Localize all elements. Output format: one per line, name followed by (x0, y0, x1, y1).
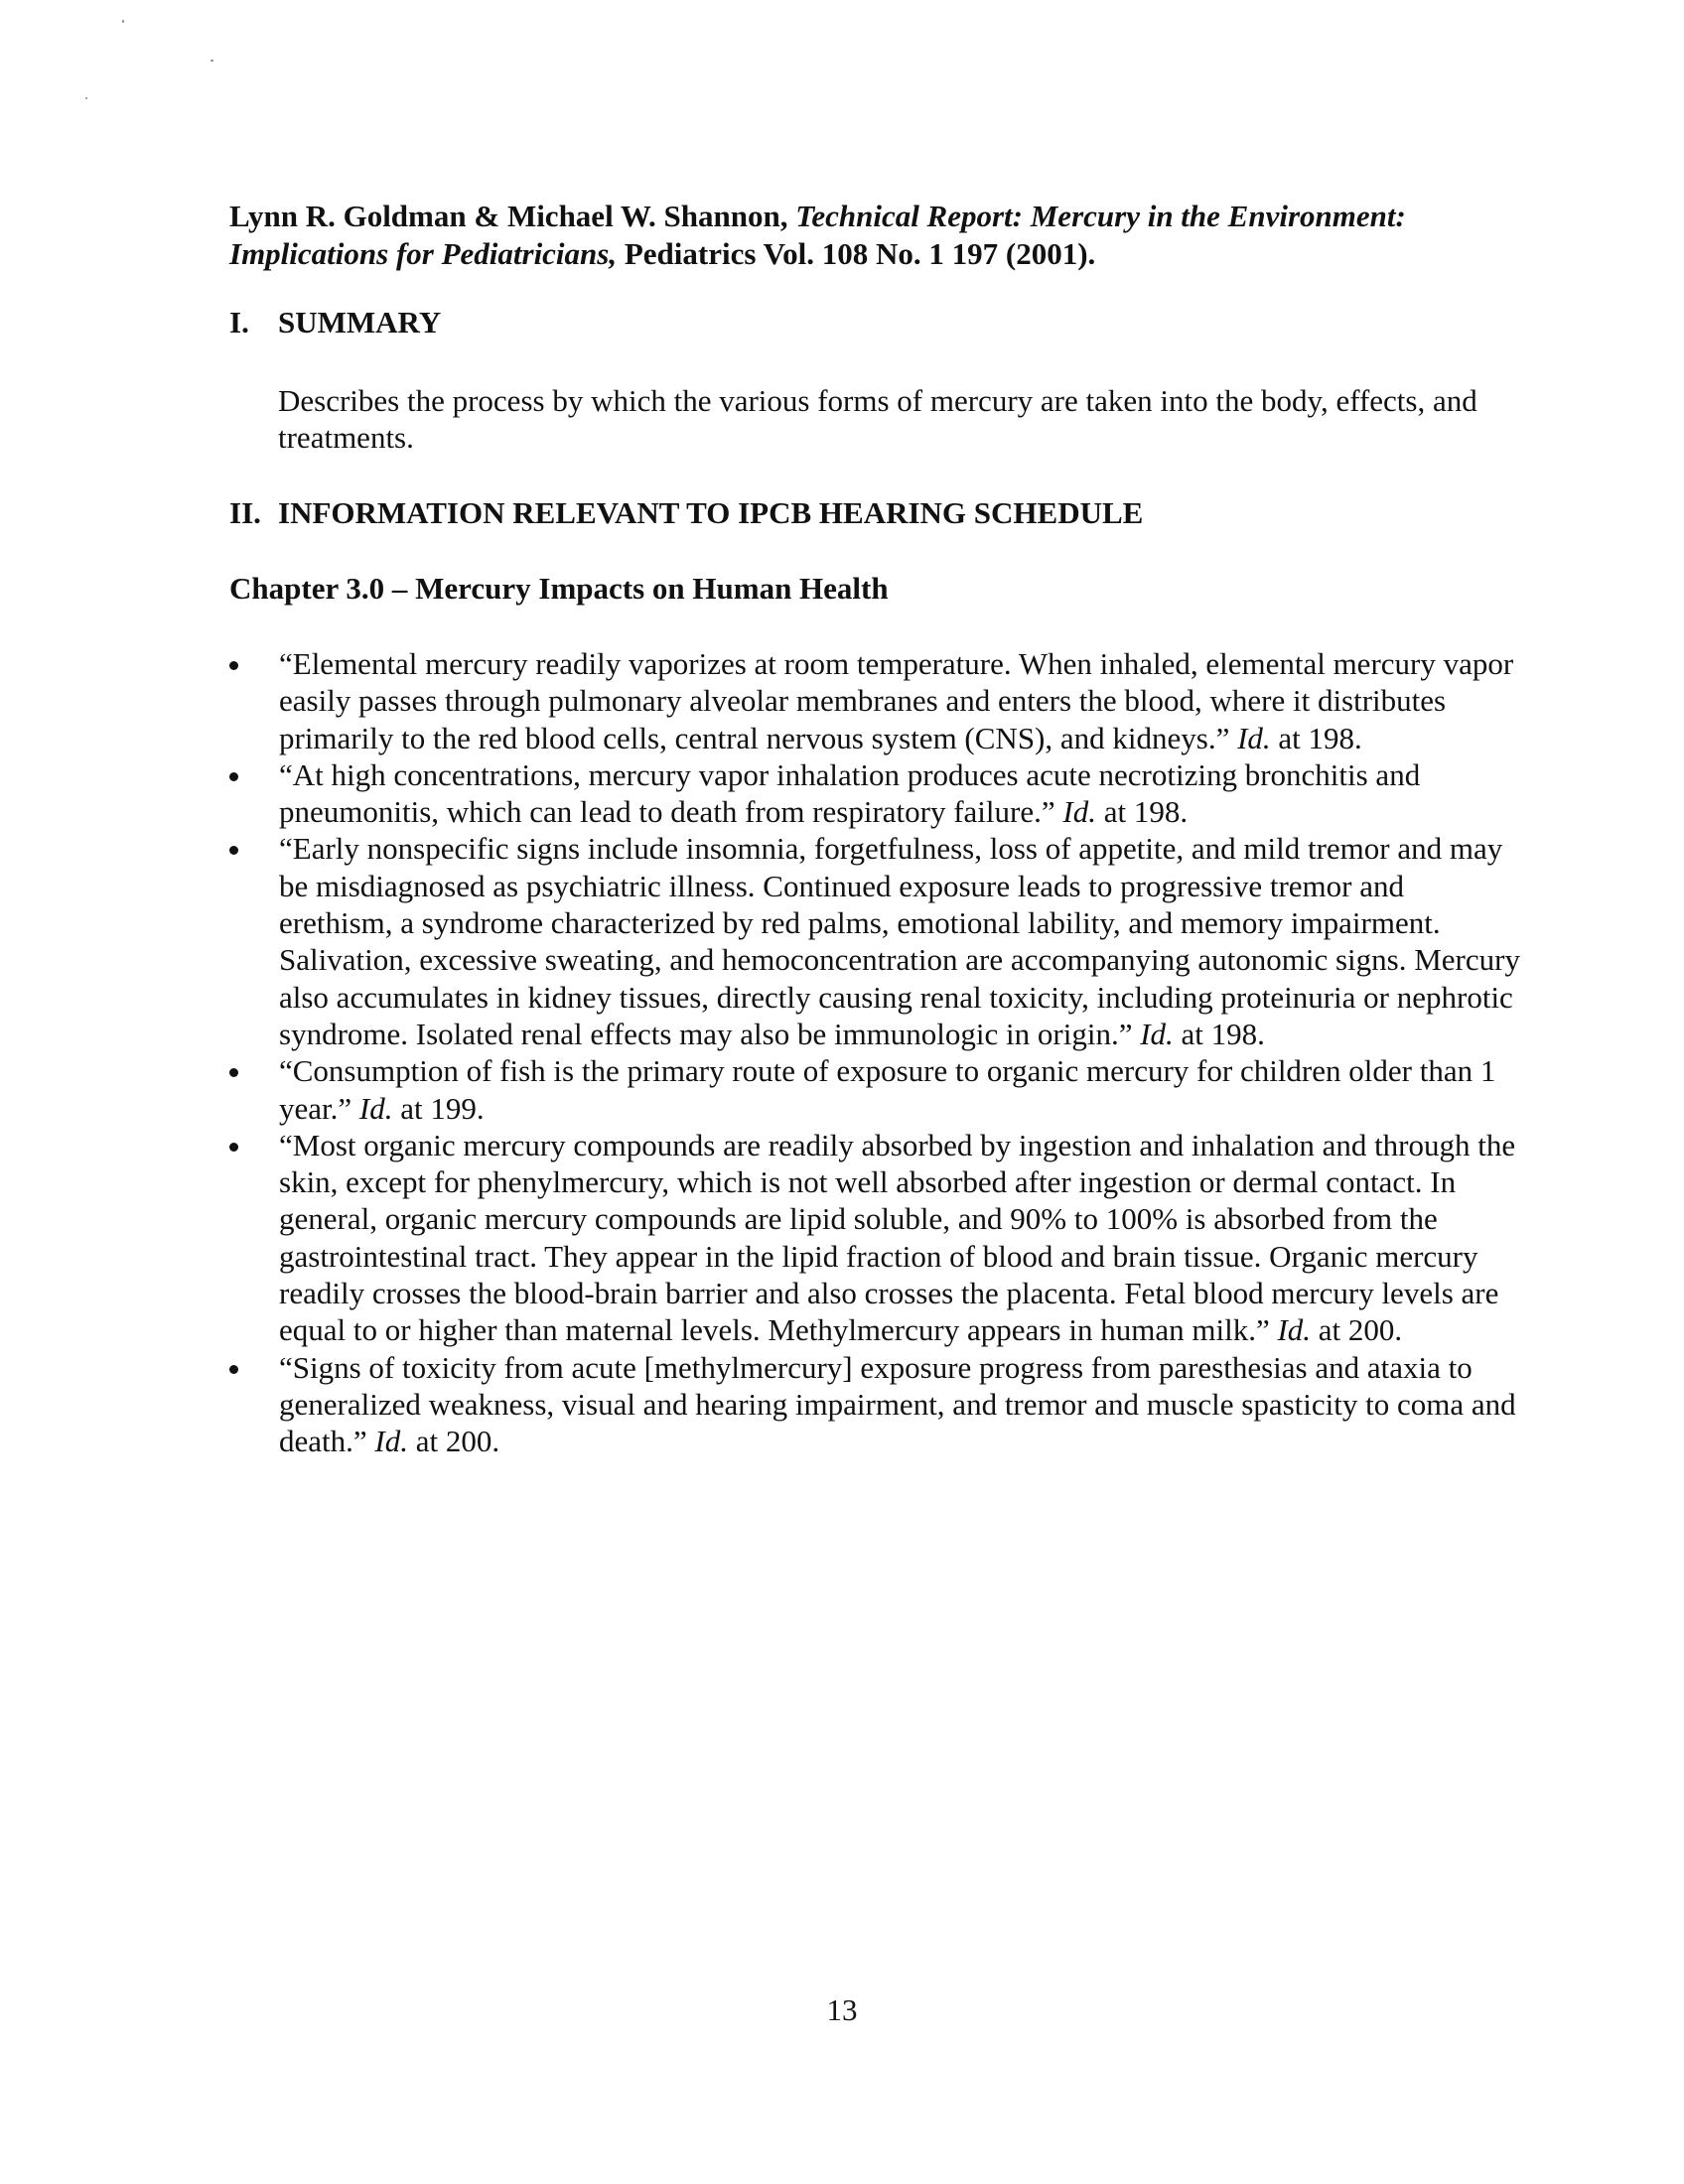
quote-text: “Signs of toxicity from acute [methylmercury] exposure progress from paresthesias and ataxia to generalized weakness, visual and hearing impairment, and tremor and muscle spasticity to coma and death.” (279, 1349, 1516, 1459)
quote-cite: at 198. (1095, 794, 1189, 830)
list-item (229, 1127, 1520, 1349)
quote-cite: at 198. (1270, 720, 1362, 755)
summary-title: SUMMARY (278, 305, 442, 340)
quote-cite: at 200. (1311, 1312, 1403, 1348)
list-item (229, 1052, 1520, 1127)
scan-speck (122, 20, 124, 23)
quote-id: Id. (1237, 720, 1271, 755)
quote-cite: at 200. (407, 1424, 500, 1459)
page-number: 13 (826, 1992, 858, 2027)
quote-cite: at 199. (392, 1090, 485, 1126)
quote-text: “Elemental mercury readily vaporizes at room temperature. When inhaled, elemental mercury vapor easily passes through pulmonary alveolar membranes and enters the blood, where it distributes primarily to the red blood cells, central nervous system (CNS), and kidneys.” (279, 646, 1514, 755)
summary-heading (229, 304, 441, 341)
list-item (229, 1349, 1520, 1460)
quote-text: “Consumption of fish is the primary route of exposure to organic mercury for children older than 1 year.” (279, 1053, 1496, 1126)
quote-text: “At high concentrations, mercury vapor inhalation produces acute necrotizing bronchitis and pneumonitis, which can lead to death from respiratory failure.” (279, 756, 1421, 830)
list-item (229, 830, 1520, 1052)
bullet-icon (229, 1068, 238, 1077)
quote-text: “Early nonspecific signs include insomnia, forgetfulness, loss of appetite, and mild tremor and may be misdiagnosed as psychiatric illness. Continued exposure leads to progressive tremor and erethism, a syndrome characterized by red palms, emotional lability, and memory impairment. Salivation, excessive sweating, and hemoconcentration are accompanying autonomic signs. Mercury also accumulates in kidney tissues, directly causing renal toxicity, including proteinuria or nephrotic syndrome. Isolated renal effects may also be immunologic in origin.” (279, 831, 1520, 1051)
bullet-icon (229, 661, 238, 670)
summary-number: I. (229, 305, 249, 340)
quote-id: Id. (358, 1090, 393, 1126)
quote-list (229, 645, 1520, 1460)
citation-title: Technical Report: Mercury in the Environment: Implications for Pediatricians, (229, 199, 1406, 271)
chapter-heading: Chapter 3.0 – Mercury Impacts on Human Health (229, 571, 889, 606)
info-title: INFORMATION RELEVANT TO IPCB HEARING SCHEDULE (278, 495, 1144, 530)
quote-id: Id. (374, 1424, 408, 1459)
quote-id: Id. (1140, 1016, 1174, 1051)
scan-speck (210, 60, 213, 62)
list-item (229, 756, 1520, 831)
quote-cite: at 198. (1173, 1016, 1265, 1051)
bullet-icon (229, 1143, 238, 1152)
quote-id: Id. (1277, 1312, 1312, 1348)
info-heading (229, 494, 1143, 532)
citation (229, 198, 1520, 273)
citation-source: Pediatrics Vol. 108 No. 1 197 (2001). (617, 236, 1096, 271)
bullet-icon (229, 846, 238, 855)
citation-authors: Lynn R. Goldman & Michael W. Shannon, (229, 199, 796, 233)
bullet-icon (229, 1365, 238, 1374)
list-item (229, 645, 1520, 756)
summary-text: Describes the process by which the various forms of mercury are taken into the body, effects, and treatments. (278, 383, 1477, 455)
quote-id: Id. (1062, 794, 1096, 830)
info-number: II. (229, 495, 261, 530)
scan-speck (85, 97, 87, 99)
quote-text: “Most organic mercury compounds are readily absorbed by ingestion and inhalation and through the skin, except for phenylmercury, which is not well absorbed after ingestion or dermal contact. In general, organic mercury compounds are lipid soluble, and 90% to 100% is absorbed from the gastrointestinal tract. They appear in the lipid fraction of blood and brain tissue. Organic mercury readily crosses the blood-brain barrier and also crosses the placenta. Fetal blood mercury levels are equal to or higher than maternal levels. Methylmercury appears in human milk.” (279, 1127, 1516, 1348)
bullet-icon (229, 772, 238, 781)
